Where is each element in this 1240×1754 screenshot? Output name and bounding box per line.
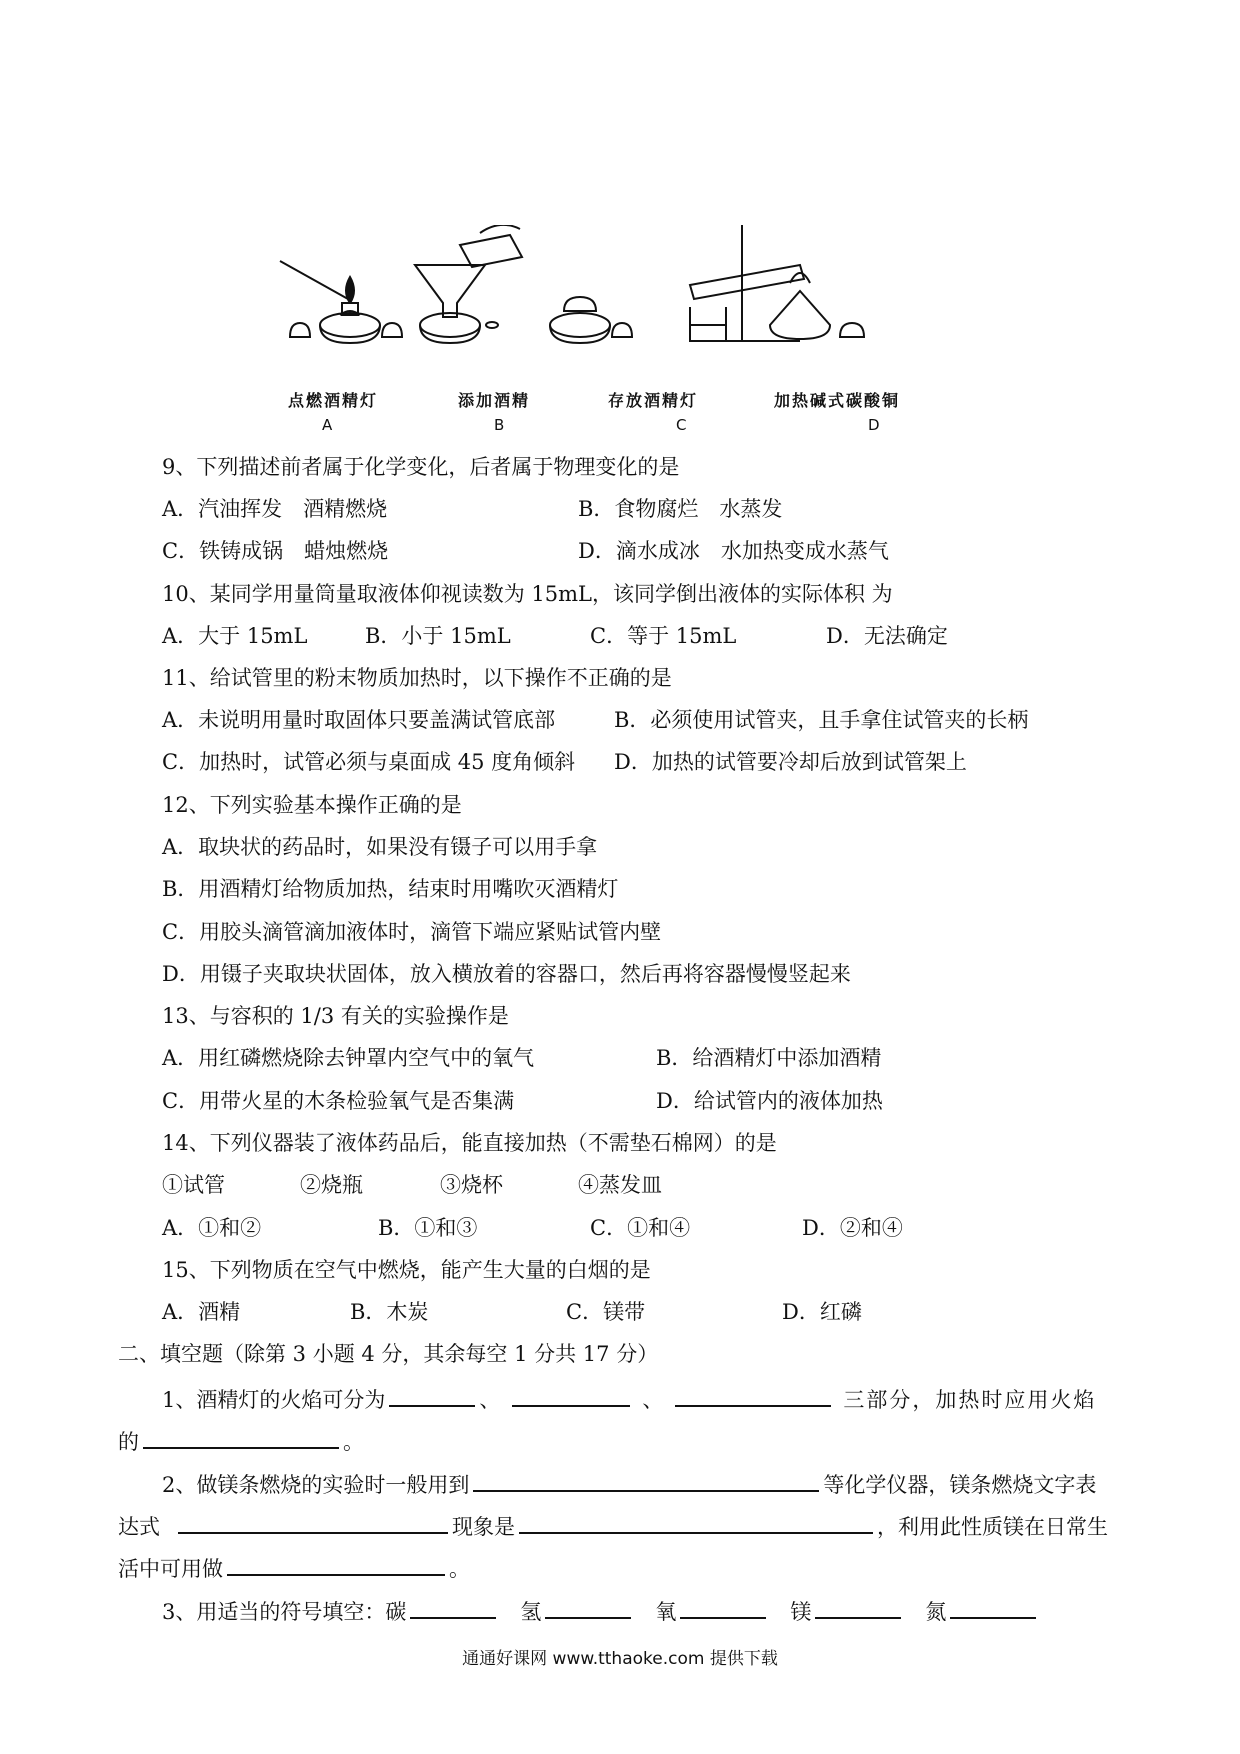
fill-q3-blank-magnesium[interactable]: [815, 1595, 901, 1619]
figure-caption-d: 加热碱式碳酸铜: [774, 391, 901, 410]
fill-q2-text-a: 2、做镁条燃烧的实验时一般用到: [162, 1473, 470, 1497]
fill-q1-blank-4[interactable]: [143, 1425, 339, 1449]
question-13-option-a: A．用红磷燃烧除去钟罩内空气中的氧气: [162, 1046, 535, 1070]
question-13-option-b: B．给酒精灯中添加酒精: [656, 1046, 882, 1070]
fill-q2-text-d: 现象是: [452, 1515, 515, 1539]
fill-q1-text-a: 1、酒精灯的火焰可分为: [162, 1388, 386, 1412]
fill-question-2-line-3: [118, 1552, 470, 1583]
question-15-option-c: C．镁带: [566, 1300, 646, 1324]
fill-q1-sep-2: 、: [642, 1388, 664, 1412]
question-15-option-a: A．酒精: [162, 1300, 241, 1324]
question-9-stem: 9、下列描述前者属于化学变化，后者属于物理变化的是: [162, 455, 680, 479]
fill-q2-text-e: ，利用此性质镁在日常生: [877, 1515, 1108, 1539]
fill-q3-blank-carbon[interactable]: [410, 1595, 496, 1619]
fill-q3-text-magnesium: 镁: [790, 1600, 812, 1624]
question-12-option-d: D．用镊子夹取块状固体，放入横放着的容器口，然后再将容器慢慢竖起来: [162, 962, 851, 986]
fill-q2-text-b: 等化学仪器，镁条燃烧文字表: [823, 1473, 1097, 1497]
fill-q2-end: 。: [449, 1557, 470, 1581]
fill-q1-blank-1[interactable]: [389, 1383, 475, 1407]
question-14-option-b: B．①和③: [378, 1216, 478, 1240]
fill-q3-blank-nitrogen[interactable]: [950, 1595, 1036, 1619]
question-11-option-c: C．加热时，试管必须与桌面成 45 度角倾斜: [162, 750, 576, 774]
figure-caption-c: 存放酒精灯: [608, 391, 699, 410]
fill-q2-blank-4[interactable]: [227, 1552, 445, 1576]
fill-q1-sep-1: 、: [479, 1388, 501, 1412]
question-15-option-b: B．木炭: [350, 1300, 429, 1324]
question-15-stem: 15、下列物质在空气中燃烧，能产生大量的白烟的是: [162, 1258, 651, 1282]
fill-q2-blank-2[interactable]: [178, 1510, 448, 1534]
fill-q1-text-b: 三部分，加热时应用火焰: [843, 1388, 1097, 1412]
question-10-option-d: D．无法确定: [826, 624, 948, 648]
lab-apparatus-figure: [270, 225, 990, 410]
question-9-option-b: B．食物腐烂 水蒸发: [578, 497, 783, 521]
figure-a-lighting-lamp: [280, 261, 380, 343]
fill-q3-text-carbon: 3、用适当的符号填空：碳: [162, 1600, 407, 1624]
figure-b-adding-alcohol: [382, 225, 522, 343]
question-9-option-c: C．铁铸成锅 蜡烛燃烧: [162, 539, 389, 563]
question-10-option-b: B．小于 15mL: [365, 624, 511, 648]
question-15-option-d: D．红磷: [782, 1300, 862, 1324]
question-11-option-a: A．未说明用量时取固体只要盖满试管底部: [162, 708, 556, 732]
fill-q3-text-nitrogen: 氮: [925, 1600, 947, 1624]
section-2-title: 二、填空题（除第 3 小题 4 分，其余每空 1 分共 17 分）: [118, 1342, 659, 1366]
question-10-option-a: A．大于 15mL: [162, 624, 308, 648]
question-12-stem: 12、下列实验基本操作正确的是: [162, 793, 462, 817]
figure-caption-a: 点燃酒精灯: [288, 391, 379, 410]
figure-c-storing-lamp: [550, 297, 632, 343]
question-11-option-d: D．加热的试管要冷却后放到试管架上: [614, 750, 967, 774]
fill-q1-blank-2[interactable]: [512, 1383, 630, 1407]
question-11-option-b: B．必须使用试管夹，且手拿住试管夹的长柄: [614, 708, 1029, 732]
fill-q2-text-f: 活中可用做: [118, 1557, 223, 1581]
question-12-option-c: C．用胶头滴管滴加液体时，滴管下端应紧贴试管内壁: [162, 920, 662, 944]
question-11-stem: 11、给试管里的粉末物质加热时，以下操作不正确的是: [162, 666, 672, 690]
figure-d-heating-apparatus: [690, 225, 864, 341]
question-9-option-d: D．滴水成冰 水加热变成水蒸气: [578, 539, 889, 563]
fill-q2-blank-3[interactable]: [519, 1510, 873, 1534]
figure-letter-d: D: [868, 416, 880, 434]
fill-q3-blank-oxygen[interactable]: [680, 1595, 766, 1619]
page-footer: 通通好课网 www.tthaoke.com 提供下载: [462, 1649, 778, 1669]
fill-question-2-line-1: [162, 1468, 1096, 1499]
fill-q3-blank-hydrogen[interactable]: [545, 1595, 631, 1619]
question-14-item-4: ④蒸发皿: [578, 1173, 662, 1197]
question-14-item-2: ②烧瓶: [300, 1173, 363, 1197]
question-9-option-a: A．汽油挥发 酒精燃烧: [162, 497, 388, 521]
fill-q2-blank-1[interactable]: [473, 1468, 819, 1492]
figure-letter-c: C: [676, 416, 687, 434]
question-14-item-3: ③烧杯: [440, 1173, 503, 1197]
question-14-option-a: A．①和②: [162, 1216, 262, 1240]
fill-question-2-line-2: [118, 1510, 1108, 1541]
fill-q3-text-hydrogen: 氢: [520, 1600, 542, 1624]
question-14-stem: 14、下列仪器装了液体药品后，能直接加热（不需垫石棉网）的是: [162, 1131, 777, 1155]
fill-q2-text-c: 达式: [118, 1515, 160, 1539]
question-12-option-a: A．取块状的药品时，如果没有镊子可以用手拿: [162, 835, 598, 859]
question-14-option-d: D．②和④: [802, 1216, 903, 1240]
fill-question-1-line-2: [118, 1425, 364, 1456]
figure-letter-b: B: [494, 416, 505, 434]
fill-q1-blank-3[interactable]: [675, 1383, 831, 1407]
question-13-option-d: D．给试管内的液体加热: [656, 1089, 883, 1113]
question-14-option-c: C．①和④: [590, 1216, 691, 1240]
question-12-option-b: B．用酒精灯给物质加热，结束时用嘴吹灭酒精灯: [162, 877, 619, 901]
figure-caption-b: 添加酒精: [458, 391, 531, 410]
figure-letter-a: A: [322, 416, 333, 434]
question-13-option-c: C．用带火星的木条检验氧气是否集满: [162, 1089, 515, 1113]
fill-question-1-line-1: [162, 1383, 1096, 1414]
fill-q1-text-c: 的: [118, 1430, 139, 1454]
fill-question-3: [162, 1595, 1040, 1626]
fill-q1-end: 。: [343, 1430, 364, 1454]
question-13-stem: 13、与容积的 1/3 有关的实验操作是: [162, 1004, 509, 1028]
question-10-option-c: C．等于 15mL: [590, 624, 737, 648]
fill-q3-text-oxygen: 氧: [655, 1600, 677, 1624]
question-10-stem: 10、某同学用量筒量取液体仰视读数为 15mL，该同学倒出液体的实际体积 为: [162, 582, 893, 606]
question-14-item-1: ①试管: [162, 1173, 225, 1197]
